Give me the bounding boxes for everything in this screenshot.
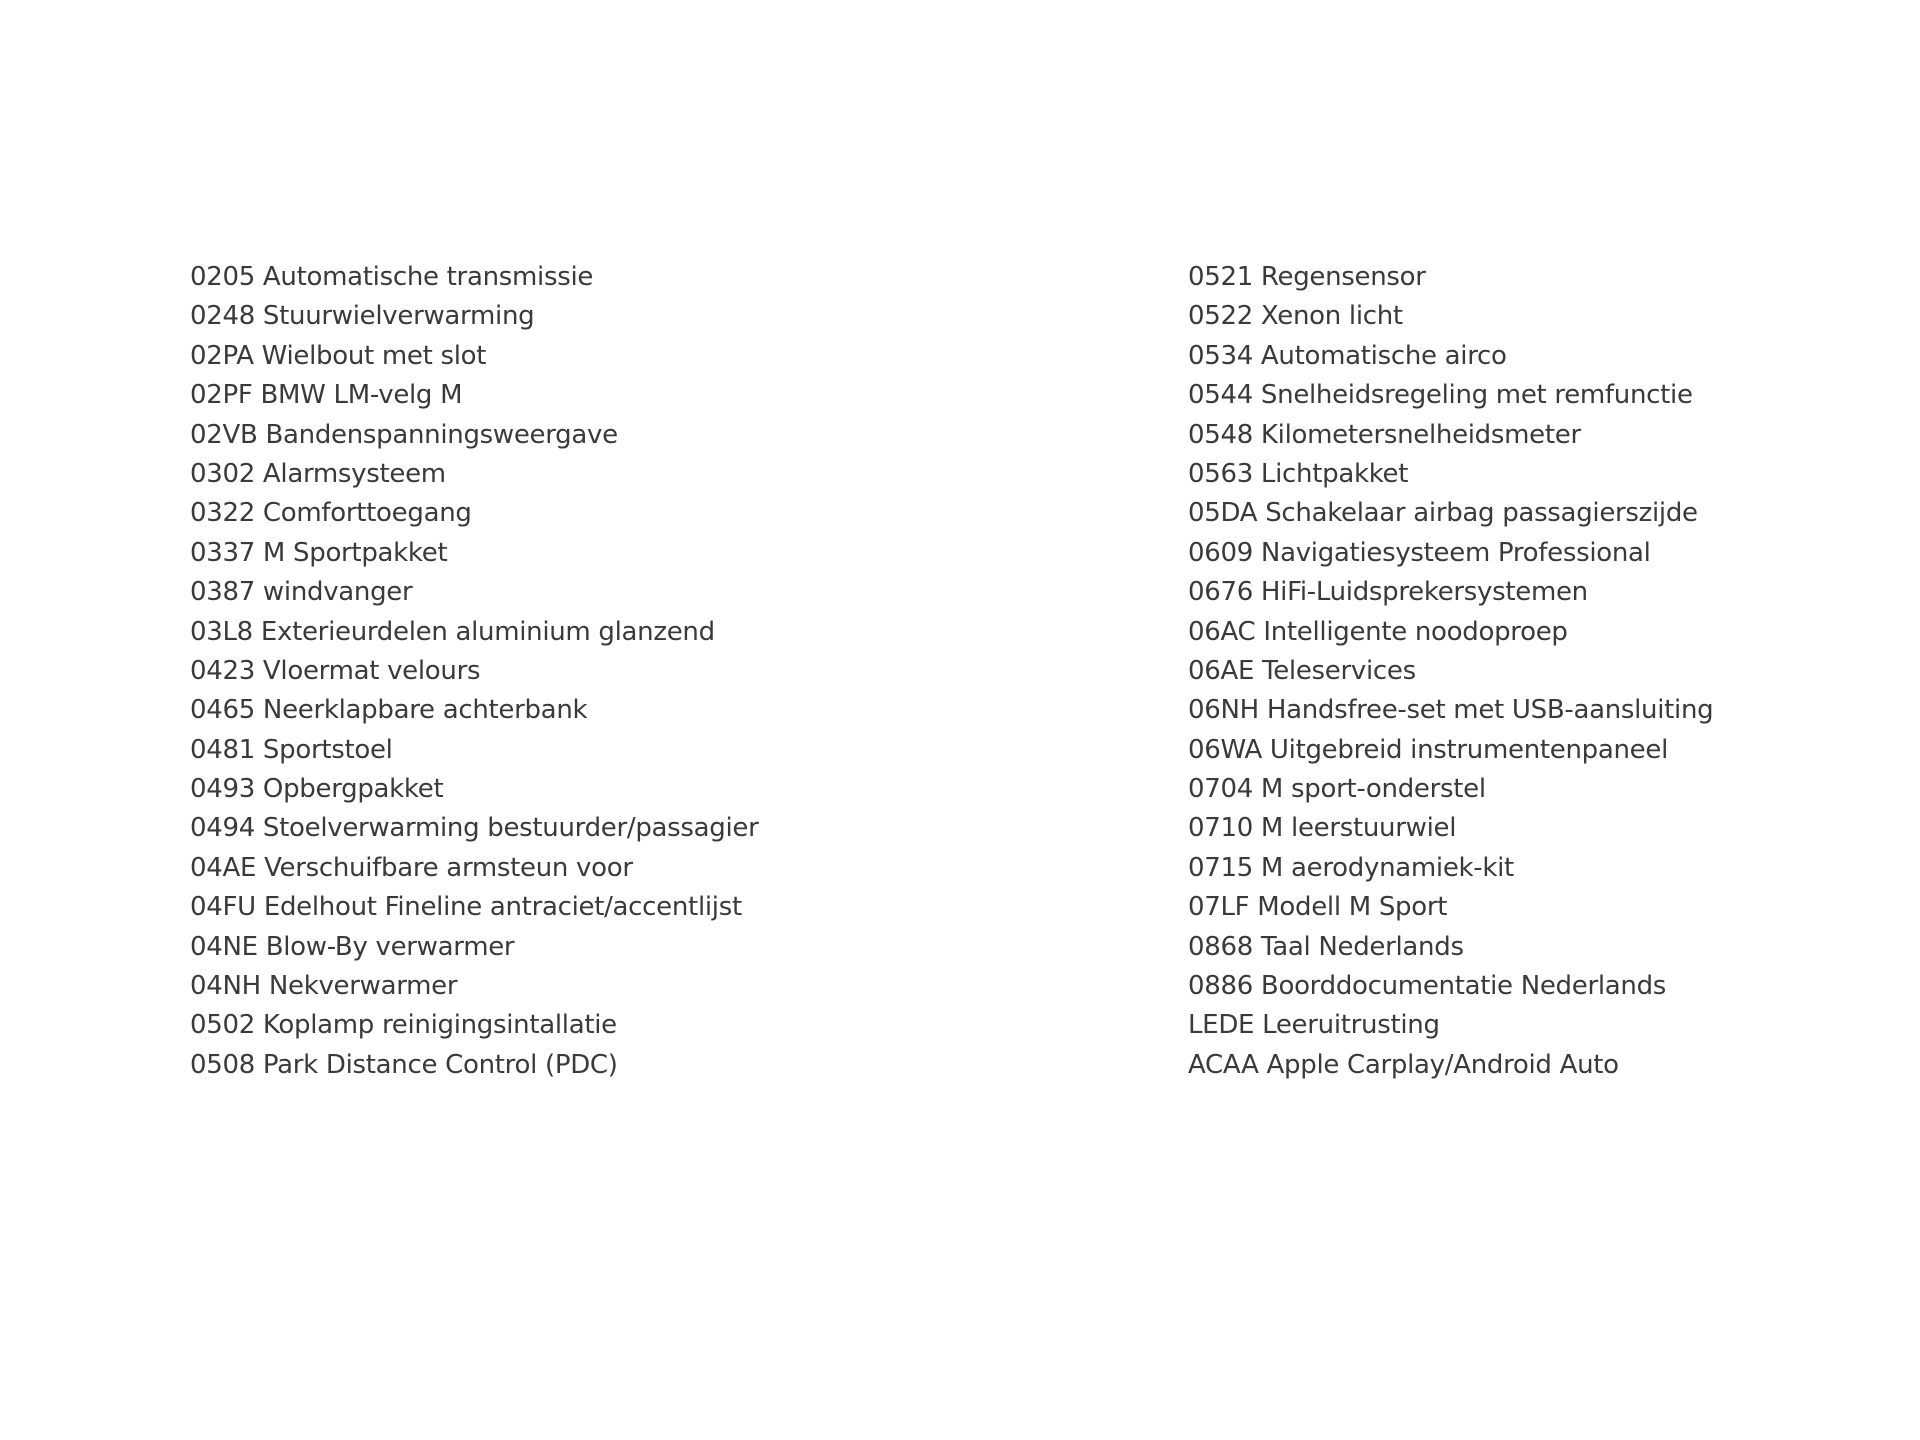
option-item: ACAA Apple Carplay/Android Auto xyxy=(1188,1049,1619,1080)
option-item: 04NE Blow-By verwarmer xyxy=(190,931,515,962)
option-item: 0481 Sportstoel xyxy=(190,734,393,765)
option-item: 0522 Xenon licht xyxy=(1188,301,1403,332)
options-list-left xyxy=(190,258,1090,1085)
option-item: 05DA Schakelaar airbag passagierszijde xyxy=(1188,498,1698,529)
option-item: 06AC Intelligente noodoproep xyxy=(1188,616,1568,647)
option-item: LEDE Leeruitrusting xyxy=(1188,1010,1440,1041)
option-item: 0710 M leerstuurwiel xyxy=(1188,813,1457,844)
options-list-right xyxy=(1188,258,1888,1085)
option-item: 06NH Handsfree-set met USB-aansluiting xyxy=(1188,695,1714,726)
option-item: 06AE Teleservices xyxy=(1188,655,1416,686)
option-item: 04FU Edelhout Fineline antraciet/accentlijst xyxy=(190,892,742,923)
option-item: 0544 Snelheidsregeling met remfunctie xyxy=(1188,380,1693,411)
option-item: 0494 Stoelverwarming bestuurder/passagier xyxy=(190,813,759,844)
option-item: 02PA Wielbout met slot xyxy=(190,340,487,371)
option-item: 0563 Lichtpakket xyxy=(1188,458,1409,489)
option-item: 0676 HiFi-Luidsprekersystemen xyxy=(1188,577,1588,608)
option-item: 0465 Neerklapbare achterbank xyxy=(190,695,588,726)
option-item: 0337 M Sportpakket xyxy=(190,537,448,568)
option-item: 0715 M aerodynamiek-kit xyxy=(1188,852,1514,883)
option-item: 0548 Kilometersnelheidsmeter xyxy=(1188,419,1581,450)
option-item: 04NH Nekverwarmer xyxy=(190,971,458,1002)
option-item: 0205 Automatische transmissie xyxy=(190,262,594,292)
option-item: 0886 Boorddocumentatie Nederlands xyxy=(1188,971,1667,1002)
option-item: 0248 Stuurwielverwarming xyxy=(190,301,535,332)
option-item: 0302 Alarmsysteem xyxy=(190,458,446,489)
option-item: 07LF Modell M Sport xyxy=(1188,892,1448,923)
option-item: 0322 Comforttoegang xyxy=(190,498,472,529)
option-item: 06WA Uitgebreid instrumentenpaneel xyxy=(1188,734,1668,765)
option-item: 0534 Automatische airco xyxy=(1188,340,1507,371)
option-item: 04AE Verschuifbare armsteun voor xyxy=(190,852,633,883)
option-item: 0609 Navigatiesysteem Professional xyxy=(1188,537,1651,568)
option-item: 0704 M sport-onderstel xyxy=(1188,774,1486,805)
option-item: 02PF BMW LM-velg M xyxy=(190,380,463,411)
option-item: 0493 Opbergpakket xyxy=(190,774,444,805)
option-item: 0387 windvanger xyxy=(190,577,413,608)
option-item: 0423 Vloermat velours xyxy=(190,655,481,686)
option-item: 0521 Regensensor xyxy=(1188,262,1426,292)
option-item: 0868 Taal Nederlands xyxy=(1188,931,1464,962)
option-item: 02VB Bandenspanningsweergave xyxy=(190,419,618,450)
option-item: 0508 Park Distance Control (PDC) xyxy=(190,1049,618,1080)
option-item: 0502 Koplamp reinigingsintallatie xyxy=(190,1010,617,1041)
option-item: 03L8 Exterieurdelen aluminium glanzend xyxy=(190,616,715,647)
